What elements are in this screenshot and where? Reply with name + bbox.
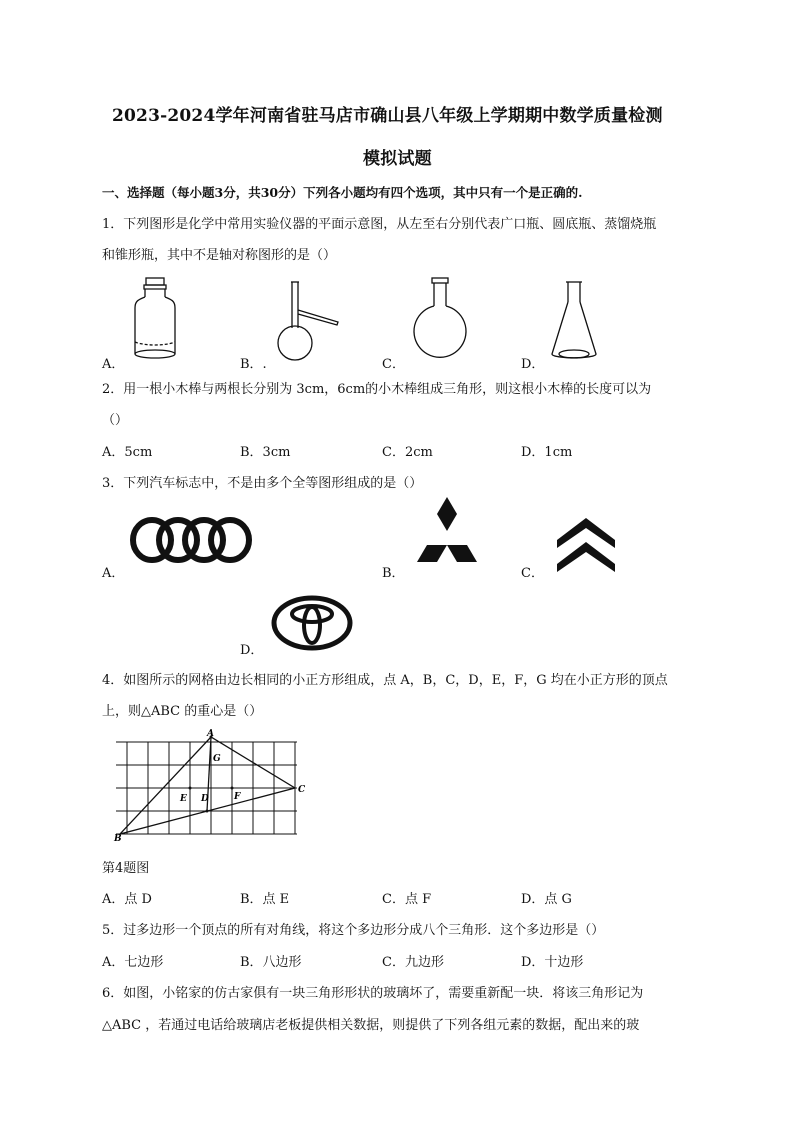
question-1-option-d[interactable]: D．	[521, 357, 545, 372]
conical-flask-icon	[549, 280, 599, 362]
citroen-logo-icon	[553, 516, 619, 574]
point-label-c: C	[298, 785, 306, 795]
audi-logo-icon	[130, 514, 252, 566]
page-title: 2023-2024学年河南省驻马店市确山县八年级上学期期中数学质量检测	[112, 106, 663, 126]
question-1-line-1: 1．下列图形是化学中常用实验仪器的平面示意图，从左至右分别代表广口瓶、圆底瓶、蒸馏烧瓶	[102, 217, 657, 232]
point-label-g: G	[213, 754, 221, 764]
question-4-option-d[interactable]: D．点 G	[521, 892, 572, 907]
question-6-line-2: △ABC ，若通过电话给玻璃店老板提供相关数据，则提供了下列各组元素的数据，配出来的玻	[102, 1018, 640, 1033]
question-2-line-2: （）	[102, 413, 129, 428]
question-4-line-1: 4．如图所示的网格由边长相同的小正方形组成，点 A，B，C，D，E，F，G 均在小正方形的顶点	[102, 673, 668, 688]
figure-caption: 第4题图	[102, 861, 150, 876]
question-4-option-b[interactable]: B．点 E	[240, 892, 290, 907]
question-1-option-c[interactable]: C．	[382, 357, 405, 372]
question-5-option-d[interactable]: D．十边形	[521, 955, 584, 970]
point-label-e: E	[180, 794, 187, 804]
question-6-line-1: 6．如图，小铭家的仿古家俱有一块三角形形状的玻璃坏了，需要重新配一块．将该三角形记为	[102, 986, 644, 1001]
point-label-a: A	[207, 729, 214, 739]
question-4-option-a[interactable]: A．点 D	[102, 892, 152, 907]
question-3-option-b[interactable]: B．	[382, 566, 405, 581]
question-3-option-c[interactable]: C．	[521, 566, 544, 581]
question-2-option-b[interactable]: B．3cm	[240, 445, 291, 460]
question-1-line-2: 和锥形瓶，其中不是轴对称图形的是（）	[102, 248, 337, 263]
point-label-f: F	[234, 792, 241, 802]
question-1-option-b[interactable]: B．.	[240, 357, 267, 372]
question-5-option-b[interactable]: B．八边形	[240, 955, 302, 970]
question-2-line-1: 2．用一根小木棒与两根长分别为 3cm，6cm的小木棒组成三角形，则这根小木棒的长度可以为	[102, 382, 652, 397]
distillation-flask-icon	[276, 280, 346, 362]
question-3-option-d[interactable]: D．	[240, 643, 264, 658]
question-1-option-a[interactable]: A．	[102, 357, 125, 372]
question-3-option-a[interactable]: A．	[102, 566, 125, 581]
question-4-option-c[interactable]: C．点 F	[382, 892, 432, 907]
toyota-logo-icon	[270, 594, 354, 652]
section-heading: 一、选择题（每小题3分，共30分）下列各小题均有四个选项，其中只有一个是正确的.	[102, 185, 583, 200]
question-5-option-a[interactable]: A．七边形	[102, 955, 164, 970]
question-3-line-1: 3．下列汽车标志中，不是由多个全等图形组成的是（）	[102, 476, 423, 491]
question-2-option-d[interactable]: D．1cm	[521, 445, 573, 460]
question-4-line-2: 上，则△ABC 的重心是（）	[102, 704, 263, 719]
point-label-d: D	[201, 794, 209, 804]
question-5-line-1: 5．过多边形一个顶点的所有对角线，将这个多边形分成八个三角形．这个多边形是（）	[102, 923, 605, 938]
question-2-option-c[interactable]: C．2cm	[382, 445, 433, 460]
mitsubishi-logo-icon	[410, 497, 484, 563]
question-5-option-c[interactable]: C．九边形	[382, 955, 444, 970]
question-2-option-a[interactable]: A．5cm	[102, 445, 153, 460]
grid-triangle-figure	[112, 728, 312, 843]
point-label-b: B	[114, 834, 122, 844]
round-bottom-flask-icon	[410, 276, 472, 362]
wide-mouth-bottle-icon	[125, 276, 185, 361]
page-subtitle: 模拟试题	[363, 149, 432, 169]
